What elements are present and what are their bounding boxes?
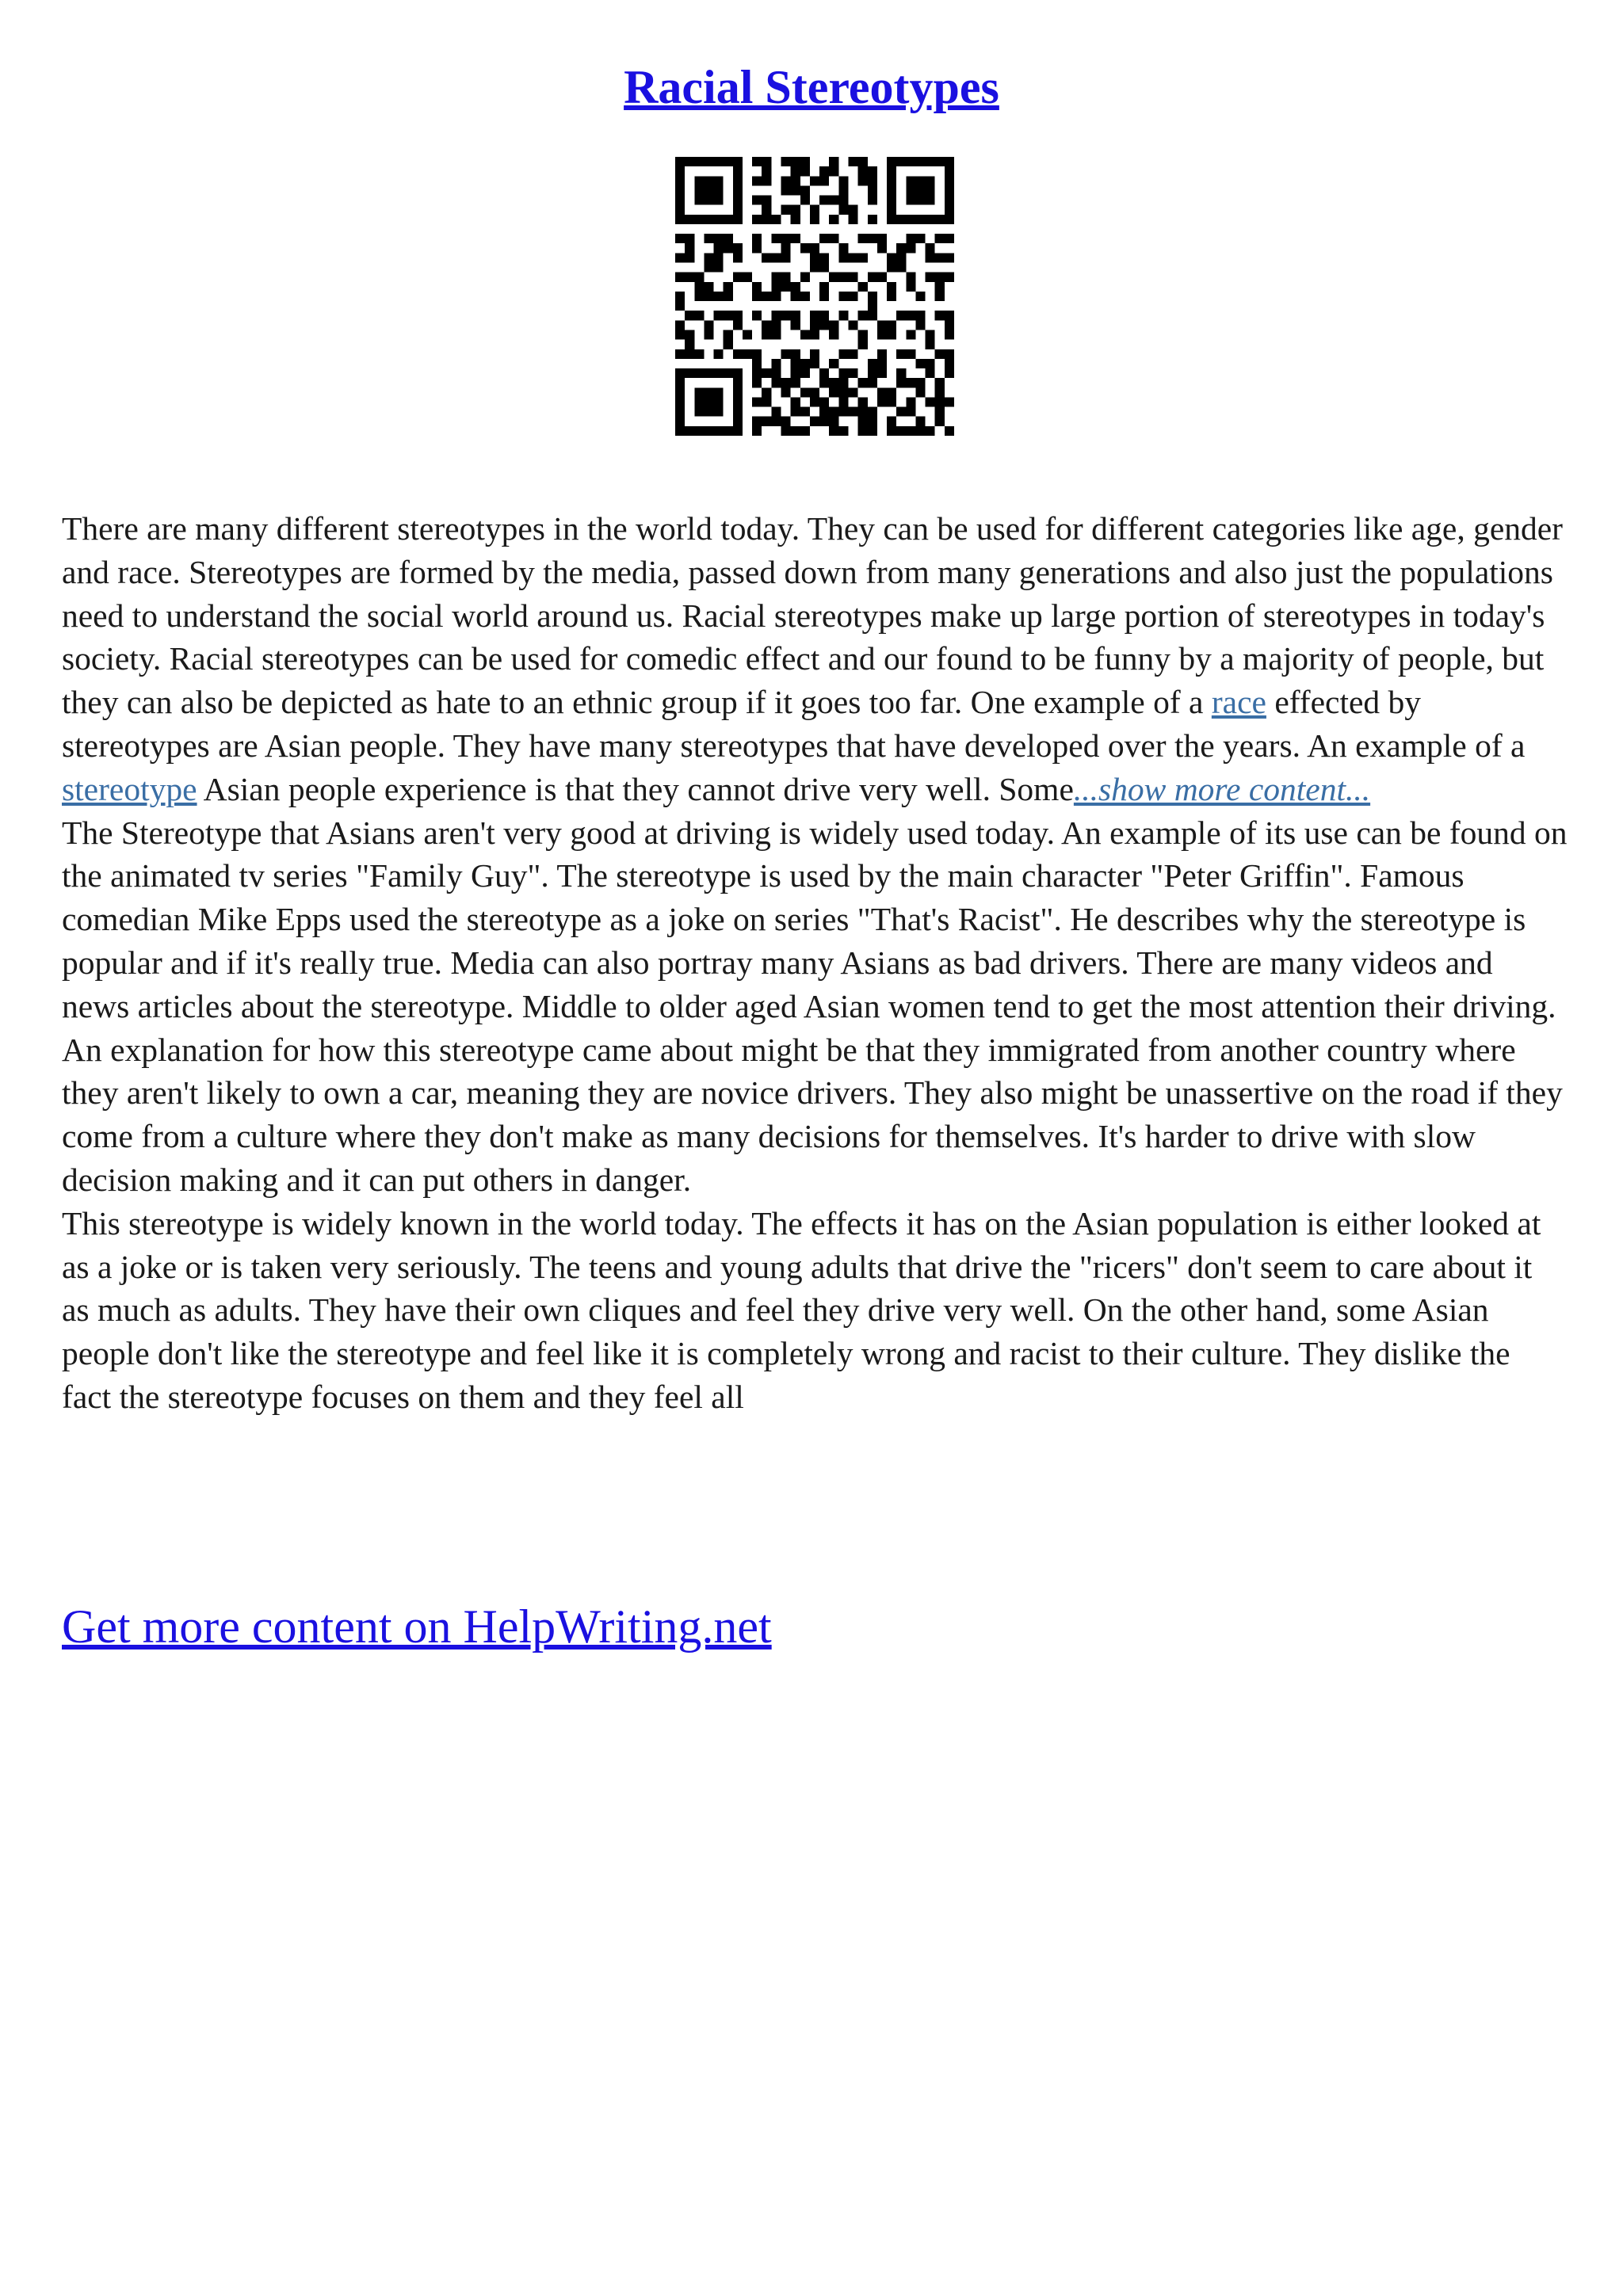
- page-title: [0, 55, 1623, 119]
- footer-link[interactable]: Get more content on HelpWriting.net: [62, 1600, 772, 1653]
- paragraph-1: [62, 507, 1568, 811]
- article-body: [62, 507, 1568, 1419]
- show-more-link[interactable]: ...show more content...: [1073, 770, 1371, 807]
- title-link[interactable]: Racial Stereotypes: [624, 61, 999, 113]
- paragraph-1-part-1: There are many different stereotypes in the world today. They can be used for different categories like age, gender and race. Stereotypes are formed by the media, passed down from many generations and also just the populations need to understand the social world around us. Racial stereotypes make up large portion of stereotypes in today's society. Racial stereotypes can be used for comedic effect and our found to be funny by a majority of people, but they can also be depicted as hate to an ethnic group if it goes too far. One example of a: [62, 510, 1564, 721]
- paragraph-1-part-3: Asian people experience is that they cannot drive very well. Some: [197, 770, 1074, 807]
- stereotype-link[interactable]: stereotype: [62, 770, 197, 807]
- paragraph-2: The Stereotype that Asians aren't very good at driving is widely used today. An example of its use can be found on the animated tv series "Family Guy". The stereotype is used by the main character "Peter Griffin". Famous comedian Mike Epps used the stereotype as a joke on series "That's Racist". He describes why the stereotype is popular and if it's really true. Media can also portray many Asians as bad drivers. There are many videos and news articles about the stereotype. Middle to older aged Asian women tend to get the most attention their driving. An explanation for how this stereotype came about might be that they immigrated from another country where they aren't likely to own a car, meaning they are novice drivers. They also might be unassertive on the road if they come from a culture where they don't make as many decisions for themselves. It's harder to drive with slow decision making and it can put others in danger.: [62, 814, 1568, 1198]
- race-link[interactable]: race: [1211, 684, 1266, 721]
- paragraph-1-part-2: effected by stereotypes are Asian people. They have many stereotypes that have developed over the years. An example of a: [62, 684, 1526, 764]
- paragraph-3: This stereotype is widely known in the world today. The effects it has on the Asian population is either looked at as a joke or is taken very seriously. The teens and young adults that drive the "ricers" don't seem to care about it as much as adults. They have their own cliques and feel they drive very well. On the other hand, some Asian people don't like the stereotype and feel like it is completely wrong and racist to their culture. They dislike the fact the stereotype focuses on them and they feel all: [62, 1204, 1541, 1415]
- qr-code-icon: [675, 157, 954, 436]
